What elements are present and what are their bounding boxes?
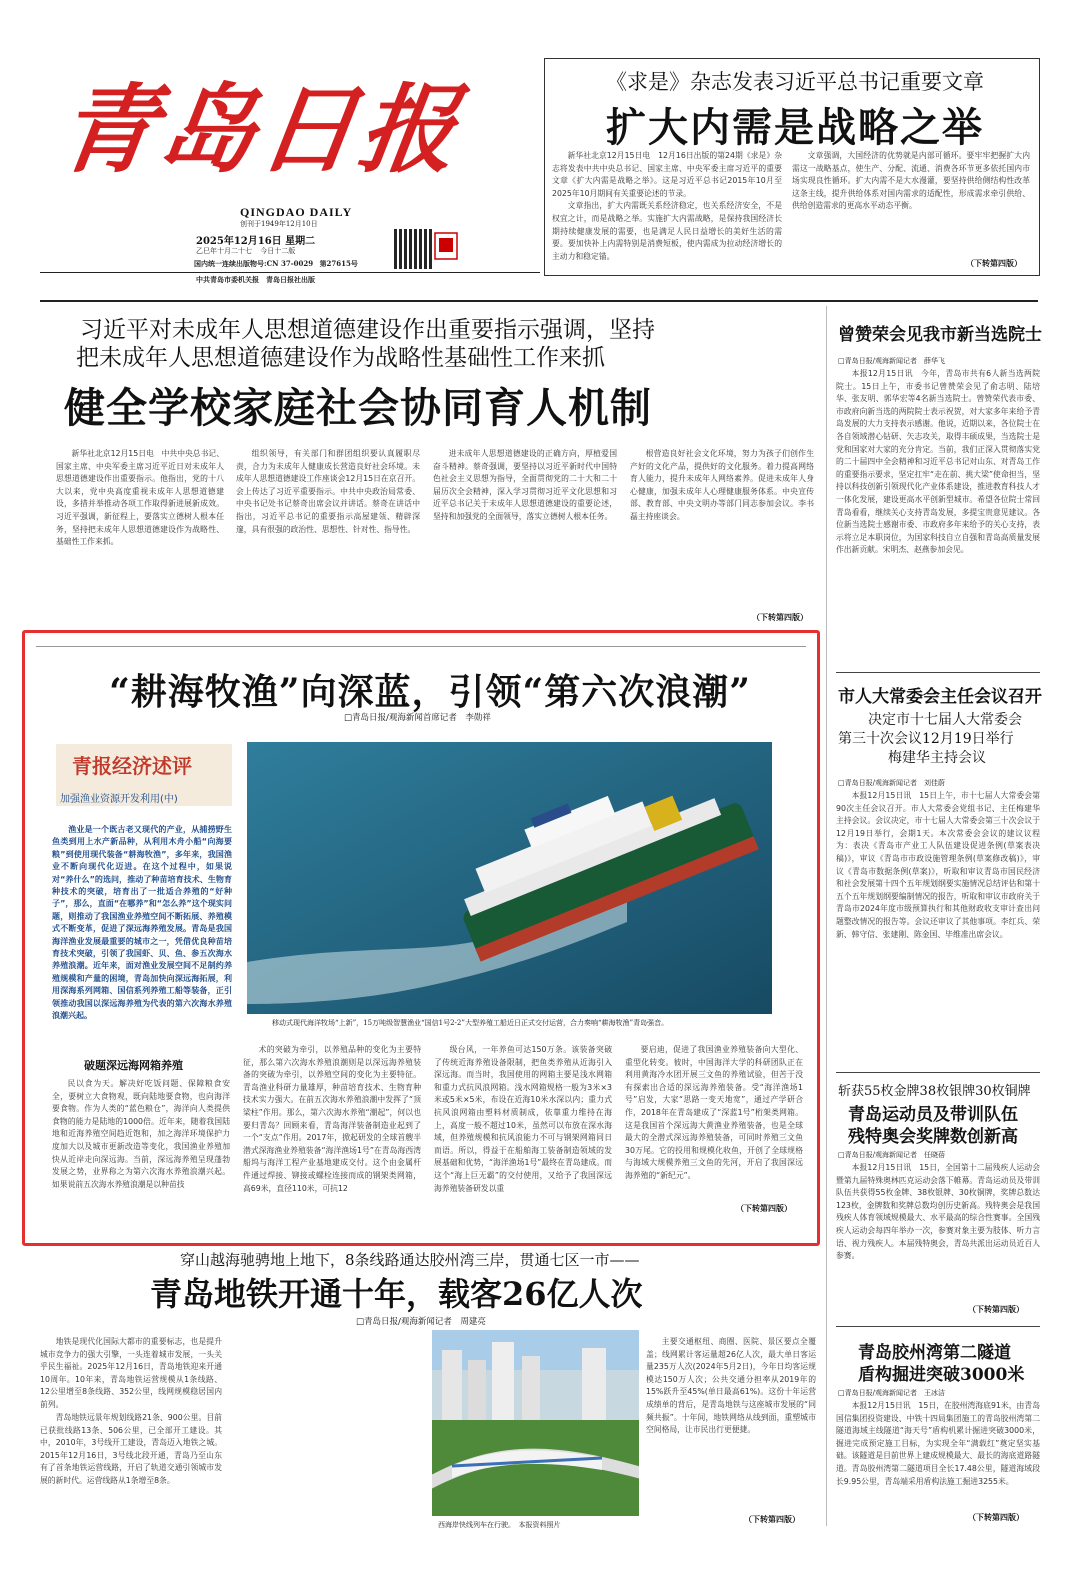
sidebar-rule-3	[836, 1326, 1040, 1327]
masthead-rule	[40, 272, 540, 273]
qr-code-icon	[394, 229, 434, 269]
featured-intro	[52, 824, 232, 1036]
page-count: 今日十二版	[260, 247, 296, 255]
top-story-headline: 扩大内需是战略之举	[606, 104, 984, 151]
featured-subhead: 破题深远海网箱养殖	[84, 1059, 183, 1072]
subway-continue: （下转第四版）	[744, 1515, 800, 1524]
sidebar-s1-text: 本报12月15日讯 今年，青岛市共有6人新当选两院院士。15日上午，市委书记曾赞荣会见了俞志明、陆培华、张友明、郭华宏等4名新当选院士。曾赞荣代表市委、市政府向新当选的两院院士表示祝贺，对大家多年来给予青岛发展的大力支持表示感谢。他说，近期以来，各位院士在各自领域潜心钻研、矢志攻关，取得丰硕成果，当选院士是党和国家对大家的充分肯定。当前，我们正深入贯彻落实党的二十届四中全会精神和习近平总书记对山东、对青岛工作的重要指示要求，坚定扛牢“走在前、挑大梁”使命担当，坚持以科技创新引领现代化产业体系建设，推进教育科技人才一体化发展，建设更高水平创新型城市。希望各位院士常回青岛看看，继续关心支持青岛发展，多提宝贵意见建议。各位新当选院士感谢市委、市政府多年来给予的关心支持，表示将立足本职岗位，为国家科技自立自强和青岛高质量发展作出新贡献。宋明杰、赵燕参加会见。	[836, 369, 1040, 555]
subway-col2-text: 青岛地铁远景年规划线路21条、900公里。目前已获批线路13条、506公里，已全部开工建设。其中，2010年，3号线开工建设，青岛迈入地铁之城。2015年12月16日，3号线北段开通，青岛乃至山东有了首条地铁运营线路，开启了轨道交通引领城市发展的新时代。运营线路从1条增至8条。	[40, 1413, 222, 1485]
issue-date: 2025年12月16日	[196, 236, 282, 247]
newspaper-logo	[52, 73, 500, 186]
lead-col2-text: 组织领导，有关部门和群团组织要认真履职尽责，合力为未成年人健康成长营造良好社会环境。未成年人思想道德建设工作座谈会12月15日在京召开。会上传达了习近平重要指示。中共中央政治局常委、中央书记处书记蔡奇出席会议并讲话。蔡奇在讲话中指出，习近平总书记的重要指示高屋建瓴、精辟深邃，具有很强的政治性、思想性、针对性、指导性。	[236, 449, 420, 534]
sidebar-s1-title: 曾赞荣会见我市新当选院士	[838, 325, 1042, 345]
subway-col1b	[40, 1412, 222, 1518]
sidebar-s2-text: 本报12月15日讯 15日上午，市十七届人大常委会第90次主任会议召开。市人大常委会党组书记、主任梅建华主持会议。会议决定，市十七届人大常委会第三十次会议于12月19日举行，会期1天。本次常委会会议的建议议程为：表决《青岛市产业工人队伍建设促进条例(草案表决稿)》，审议《青岛市市政设施管理条例(草案修改稿)》，审议《青岛市数据条例(草案)》，听取和审议青岛市国民经济和社会发展第十四个五年规划纲要实施情况总结评估和第十五个五年规划纲要编制情况的报告，听取和审议市政府关于青岛市2024年度市级预算执行和其他财政收支审计查出问题整改情况的报告等。会议还审议了其他事项。李红兵、荣新、韩守信、张建刚、陈金国、毕维准出席会议。	[836, 791, 1040, 939]
sidebar-divider	[826, 306, 827, 1526]
lunar-date: 乙巳年十月二十七	[196, 247, 252, 255]
featured-continue: （下转第四版）	[736, 1204, 792, 1213]
lead-col3-text: 进未成年人思想道德建设的正确方向，厚植爱国奋斗精神。蔡奇强调，要坚持以习近平新时代中国特色社会主义思想为指导，全面贯彻党的二十大和二十届历次全会精神，深入学习贯彻习近平文化思想和习近平总书记关于未成年人思想道德建设的重要论述，坚持和加强党的全面领导，落实立德树人根本任务。	[433, 449, 617, 521]
sidebar-s2-body	[836, 790, 1040, 1066]
sidebar-s2-deck2: 第三十次会议12月19日举行	[838, 731, 1014, 747]
subway-col3-text: 主要交通枢纽、商圈、医院、景区要点全覆盖；线网累计客运量超26亿人次，最大单日客运量235万人次(2024年5月2日)，今年日均客运规模达150万人次；公共交通分担率从2019年的15%跃升至45%(单日最高61%)。这份十年运营成绩单的背后，是青岛地铁与这座城市发展的“同频共振”。十年间，地铁网络从线到面，重塑城市空间格局，让市民出行更便捷。	[646, 1337, 816, 1435]
featured-col1-text: 民以食为天。解决好吃饭问题、保障粮食安全，要树立大食物观，既向陆地要食物，也向海洋要食物。作为人类的“蓝色粮仓”，海洋向人类提供食物的能力是陆地的1000倍。近年来，随着我国陆地和近海养殖空间趋近饱和，加之海洋环境保护力度加大以及城市更新改造等变化，我国渔业养殖加快从近岸走向深远海。当前，深远海养殖呈现蓬勃发展之势，业界称之为第六次海水养殖浪潮兴起。如果说前五次海水养殖浪潮是以种苗技	[52, 1079, 230, 1189]
app-logo-icon	[434, 232, 458, 260]
founded-date: 创刊于1949年12月10日	[240, 220, 318, 228]
lunar-line	[196, 246, 295, 257]
sidebar-rule-1	[836, 672, 1040, 673]
lead-col4-text: 根营造良好社会文化环境，努力为孩子们创作生产好的文化产品，提供好的文化服务。着力提高网络育人能力，提升未成年人网络素养。促进未成年人身心健康，加强未成年人心理健康服务体系。中央宣传部、教育部、中央文明办等部门同志参加会议。李书磊主持座谈会。	[630, 449, 814, 521]
featured-headline: “耕海牧渔”向深蓝，引领“第六次浪潮”	[109, 671, 751, 713]
sidebar-s3-body	[836, 1162, 1040, 1302]
lead-deck-line1: 习近平对未成年人思想道德建设作出重要指示强调，坚持	[80, 317, 655, 343]
lead-col1	[56, 448, 224, 624]
sidebar-s1-body	[836, 368, 1040, 664]
top-story-col1	[552, 150, 782, 270]
english-name: QINGDAO DAILY	[240, 205, 353, 219]
column-subtitle: 加强渔业资源开发利用(中)	[60, 794, 178, 805]
sidebar-s3-byline: □青岛日报/观海新闻记者 任晓蓓	[838, 1151, 945, 1159]
subway-col1-text: 地铁是现代化国际大都市的重要标志，也是提升城市竞争力的强大引擎，一头连着城市发展，一头关乎民生福祉。2025年12月16日，青岛地铁迎来开通10周年。10年来，青岛地铁运营规模从1条线路、12公里增至8条线路、352公里，线网规模稳居国内前列。	[40, 1337, 222, 1408]
lead-col1-text: 新华社北京12月15日电 中共中央总书记、国家主席、中央军委主席习近平近日对未成年人思想道德建设作出重要指示。他指出，党的十八大以来，党中央高度重视未成年人思想道德建设，多措并举推动各项工作取得新进展新成效。习近平强调，新征程上，要落实立德树人根本任务，坚持把未成年人思想道德建设作为战略性、基础性工作来抓。	[56, 449, 224, 547]
issue-number: 第27615号	[319, 259, 358, 268]
cn-number: 国内统一连续出版物号:CN 37-0029	[194, 259, 314, 268]
top-story-continue: （下转第四版）	[966, 259, 1022, 268]
top-story-lead: 新华社北京12月15日电 12月16日出版的第24期《求是》杂志将发表中共中央总书记、国家主席、中央军委主席习近平的重要文章《扩大内需是战略之举》。这是习近平总书记2015年10月至2025年10月期间有关重要论述的节录。	[552, 151, 782, 198]
lead-col4	[630, 448, 814, 612]
subway-col1	[40, 1336, 222, 1408]
lead-deck-line2: 把未成年人思想道德建设作为战略性基础性工作来抓	[76, 345, 605, 371]
section-rule	[40, 300, 1038, 302]
top-story-para: 文章指出，扩大内需既关系经济稳定，也关系经济安全，不是权宜之计，而是战略之举。实施扩大内需战略，是保持我国经济长期持续健康发展的需要，也是满足人民日益增长的美好生活的需要。要加快补上内需特别是消费短板，使内需成为拉动经济增长的主动力和稳定锚。	[552, 201, 782, 261]
issue-date-line	[196, 232, 315, 247]
sidebar-s3-text: 本报12月15日讯 15日，全国第十二届残疾人运动会暨第九届特殊奥林匹克运动会落下帷幕。青岛运动员及带训队伍共获得55枚金牌、38枚银牌、30枚铜牌，奖牌总数达123枚，金牌数和奖牌总数均创历史新高。残特奥会是我国残疾人体育领域规模最大、水平最高的综合性赛事。全国残疾人运动会每四年举办一次，参赛对象主要为肢体、听力言语、视力残疾人。本届残特奥会，青岛共派出运动员近百人参赛。	[836, 1163, 1040, 1261]
sidebar-s4-byline: □青岛日报/观海新闻记者 王冰洁	[838, 1389, 945, 1397]
featured-col1	[52, 1078, 230, 1228]
sidebar-s2-title: 市人大常委会主任会议召开	[838, 687, 1042, 707]
lead-col3	[433, 448, 617, 624]
featured-col4-text: 要启迪，促进了我国渔业养殖装备向大型化、重型化转变。彼时，中国海洋大学的科研团队正在利用黄海冷水团开展三文鱼的养殖试验，但苦于没有探索出合适的深远海养殖装备。受“海洋渔场1号”启发，大家“思路一变天地宽”，通过产学研合作，2018年在青岛建成了“深蓝1号”桁架类网箱。这是我国首个深远海大黄渔业养殖装备，也是全球最大的全潜式深远海养殖装备，可同时养殖三文鱼30万尾。它的投用和规模化收鱼，开创了全球规格与海域大规模养殖三文鱼的先河，开启了我国深远海养殖的“新纪元”。	[625, 1045, 803, 1180]
featured-col4	[625, 1044, 803, 1202]
featured-col2	[243, 1044, 421, 1228]
top-story-para2: 文章强调，大国经济的优势就是内部可循环。要牢牢把握扩大内需这一战略基点，使生产、分配、流通、消费各环节更多依托国内市场实现良性循环。扩大内需不是大水漫灌，要坚持供给侧结构性改革这条主线，提升供给体系对国内需求的适配性，形成需求牵引供给、供给创造需求的更高水平动态平衡。	[792, 151, 1030, 211]
subway-deck: 穿山越海驰骋地上地下，8条线路通达胶州湾三岸，贯通七区一市——	[180, 1251, 640, 1269]
ship-photo	[247, 742, 772, 1014]
ship-photo-caption: 移动式现代海洋牧场“上新”，15万吨级智慧渔业“国信1号2-2”大型养殖工船近日正式交付运营，合力奏响“耕海牧渔”青岛强音。	[272, 1019, 669, 1027]
featured-col2-text: 术的突破为牵引，以养殖品种的变化为主要特征，那么第六次海水养殖浪潮则是以深远海养殖装备的突破为牵引，以养殖空间的变化为主要特征。青岛渔业科研力量雄厚，种苗培育技术、生物育种技术实力强大。在前五次海水养殖浪潮中发挥了“顶梁柱”作用。那么，第六次海水养殖“潮起”，何以也要归青岛？回顾来看，青岛海洋装备制造业起到了一个“支点”作用。2017年，掀起研发的全球首艘半潜式深海渔业养殖装备“海洋渔场1号”在青岛海西湾船坞与海洋工程产业基地建成交付。这个由金属杆件通过焊接、铆接或螺栓连接而成的钢架类网箱，高69米，直径110米，可抗12	[243, 1045, 421, 1193]
sidebar-s3-title2: 残特奥会奖牌数创新高	[848, 1127, 1018, 1147]
lead-continue: （下转第四版）	[752, 613, 808, 622]
lead-col2	[236, 448, 420, 624]
sidebar-s4-title2: 盾构掘进突破3000米	[858, 1365, 1025, 1385]
subway-col3	[646, 1336, 816, 1512]
sidebar-s2-deck3: 梅建华主持会议	[888, 750, 986, 766]
sidebar-s4-title1: 青岛胶州湾第二隧道	[858, 1343, 1011, 1363]
metro-photo	[432, 1330, 639, 1516]
column-name: 青报经济述评	[72, 754, 192, 778]
sidebar-s2-deck1: 决定市十七届人大常委会	[868, 712, 1022, 728]
sidebar-s2-byline: □青岛日报/观海新闻记者 刘佳蔚	[838, 779, 945, 787]
publication-number-line	[194, 258, 358, 269]
sidebar-s3-title1: 青岛运动员及带训队伍	[848, 1105, 1018, 1125]
sidebar-s4-text: 本报12月15日讯 15日，在胶州湾海底91米，由青岛国信集团投资建设、中铁十四局集团施工的青岛胶州湾第二隧道海域主线隧道“海天号”盾构机累计掘进突破3000米，掘进完成预定施工目标，为实现全年“满载红”奠定坚实基础。该隧道是目前世界上建成规模最大、最长的海底道路隧道。青岛胶州湾第二隧道项目全长17.48公里，隧道海域段长9.95公里，青岛端采用盾构法施工掘进3255米。	[836, 1401, 1040, 1486]
featured-col3-text: 级台风，一年养鱼可达150万条。该装备突破了传统近海养殖设备限制，把鱼类养殖从近海引入深远海。而当时，我国使用的网箱主要是浅水网箱和重力式抗风浪网箱。浅水网箱规格一般为3米×3米或5米×5米，布设在近海10米水深以内；重力式抗风浪网箱由塑料材质制成，依靠重力维持在海上，高度一般不超过10米，虽然可以布放在深水海域，但养殖规模和抗风浪能力不可与钢架网箱同日而语。所以，得益于在船舶海工装备制造领域的发展基础和优势，“海洋渔场1号”最终在青岛建成。而这个“海上巨无霸”的交付使用，又给予了我国深远海养殖装备研发以重	[434, 1045, 612, 1193]
sidebar-s1-byline: □青岛日报/观海新闻记者 薛华飞	[838, 357, 945, 365]
sponsor-line: 中共青岛市委机关报 青岛日报社出版	[196, 275, 315, 284]
lead-headline: 健全学校家庭社会协同育人机制	[64, 384, 652, 432]
subway-byline: □青岛日报/观海新闻记者 周建亮	[356, 1317, 486, 1327]
top-story-col2	[792, 150, 1030, 258]
featured-col3	[434, 1044, 612, 1228]
subway-headline: 青岛地铁开通十年，载客26亿人次	[150, 1275, 643, 1313]
sidebar-s3-continue: （下转第四版）	[968, 1305, 1024, 1314]
metro-photo-caption: 西海岸快线列车在行驶。 本报资料照片	[438, 1521, 561, 1529]
featured-inner-rule	[36, 646, 806, 647]
sidebar-s4-continue: （下转第四版）	[968, 1513, 1024, 1522]
featured-intro-text: 渔业是一个既古老又现代的产业，从捕捞野生鱼类到用上水产新品种，从利用木舟小船“向海要粮”到使用现代装备“耕海牧渔”，多年来，我国渔业不断向现代化迈进。在这个过程中，如果说对“养什么”的选问，推动了种苗培育技术、生物育种技术的突破，培育出了一批适合养殖的“好种子”，那么，直面“在哪养”和“怎么养”这个现实问题，则推动了我国渔业养殖空间不断拓展、养殖模式不断变革，促进了深远海养殖发展。青岛是我国海洋渔业发展最重要的城市之一，凭借优良种苗培育技术突破，引领了我国虾、贝、鱼、参五次海水养殖浪潮。近年来，面对渔业发展空间不足制约养殖规模和产量的困境，青岛加快向深远海拓展，利用深海系列网箱、国信系列养殖工船等装备，正引领推动我国以深远海养殖为代表的第六次海水养殖浪潮兴起。	[52, 825, 232, 1021]
sidebar-rule-2	[836, 1072, 1040, 1073]
sidebar-s4-body	[836, 1400, 1040, 1512]
weekday: 星期二	[285, 236, 316, 247]
logo-text: 青岛日报	[52, 73, 469, 186]
top-story-kicker: 《求是》杂志发表习近平总书记重要文章	[606, 70, 984, 94]
sidebar-s3-kicker: 斩获55枚金牌38枚银牌30枚铜牌	[838, 1084, 1031, 1099]
featured-byline: □青岛日报/观海新闻首席记者 李勋祥	[344, 713, 491, 723]
